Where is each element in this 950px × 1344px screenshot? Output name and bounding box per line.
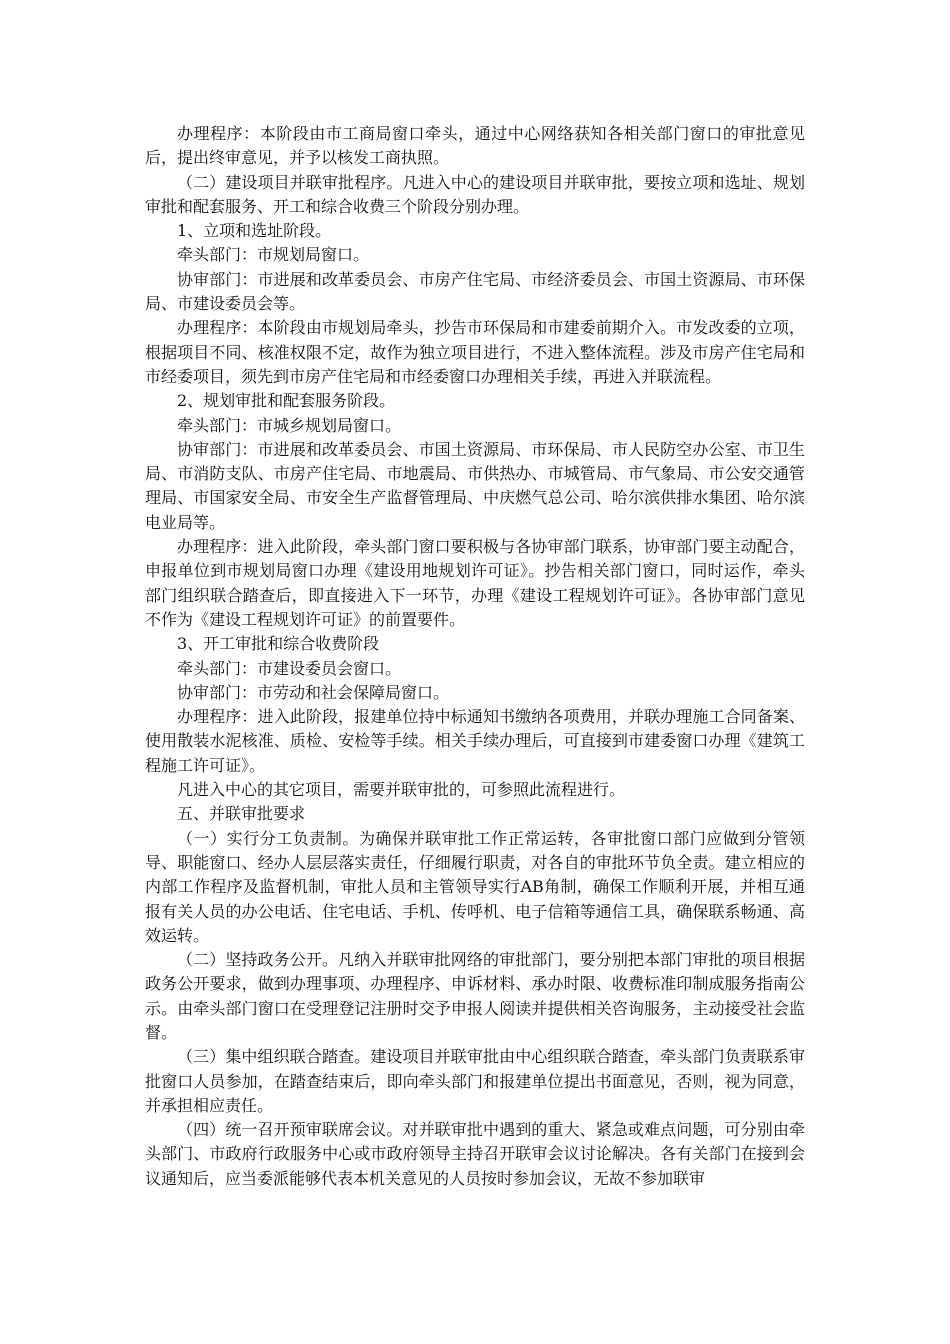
paragraph-6: 办理程序：本阶段由市规划局牵头，抄告市环保局和市建委前期介入。市发改委的立项，根据项目不同、核准权限不定，故作为独立项目进行，不进入整体流程。涉及市房产住宅局和市经委项目，须先到市房产住宅局和市经委窗口办理相关手续，再进入并联流程。 — [145, 318, 805, 386]
paragraph-8: 牵头部门：市城乡规划局窗口。 — [177, 415, 402, 435]
paragraph-2: （二）建设项目并联审批程序。凡进入中心的建设项目并联审批，要按立项和选址、规划审批和配套服务、开工和综合收费三个阶段分别办理。 — [145, 172, 805, 216]
section-heading-1: 1、立项和选址阶段。 — [177, 221, 332, 241]
paragraph-9: 协审部门：市进展和改革委员会、市国土资源局、市环保局、市人民防空办公室、市卫生局、市消防支队、市房产住宅局、市地震局、市供热办、市城管局、市气象局、市公安交通管理局、市国家安全局、市安全生产监督管理局、中庆燃气总公司、哈尔滨供排水集团、哈尔滨电业局等。 — [145, 439, 805, 532]
document-page — [145, 122, 805, 1191]
paragraph-1: 办理程序：本阶段由市工商局窗口牵头，通过中心网络获知各相关部门窗口的审批意见后，提出终审意见，并予以核发工商执照。 — [145, 124, 805, 168]
section-heading-2: 2、规划审批和配套服务阶段。 — [177, 391, 396, 411]
section-heading-3: 3、开工审批和综合收费阶段 — [177, 634, 380, 654]
paragraph-4: 牵头部门：市规划局窗口。 — [177, 245, 370, 265]
paragraph-15: 凡进入中心的其它项目，需要并联审批的，可参照此流程进行。 — [177, 780, 626, 800]
paragraph-18: （二）坚持政务公开。凡纳入并联审批网络的审批部门，要分别把本部门审批的项目根据政务公开要求，做到办理事项、办理程序、申诉材料、承办时限、收费标准印制成服务指南公示。由牵头部门窗口在受理登记注册时交予申报人阅读并提供相关咨询服务，主动接受社会监督。 — [145, 950, 805, 1042]
section-heading-5: 五、并联审批要求 — [177, 804, 306, 824]
paragraph-5: 协审部门：市进展和改革委员会、市房产住宅局、市经济委员会、市国土资源局、市环保局、市建设委员会等。 — [145, 269, 805, 314]
paragraph-13: 协审部门：市劳动和社会保障局窗口。 — [177, 682, 450, 702]
paragraph-19: （三）集中组织联合踏查。建设项目并联审批由中心组织联合踏查，牵头部门负责联系审批窗口人员参加，在踏查结束后，即向牵头部门和报建单位提出书面意见，否则，视为同意，并承担相应责任。 — [145, 1047, 805, 1115]
paragraph-17: （一）实行分工负责制。为确保并联审批工作正常运转，各审批窗口部门应做到分管领导、职能窗口、经办人层层落实责任，仔细履行职责，对各自的审批环节负全责。建立相应的内部工作程序及监督机制，审批人员和主管领导实行AB角制，确保工作顺利开展，并相互通报有关人员的办公电话、住宅电话、手机、传呼机、电子信箱等通信工具，确保联系畅通、高效运转。 — [145, 828, 805, 945]
paragraph-10: 办理程序：进入此阶段，牵头部门窗口要积极与各协审部门联系，协审部门要主动配合，申报单位到市规划局窗口办理《建设用地规划许可证》。抄告相关部门窗口，同时运作，牵头部门组织联合踏查后，即直接进入下一环节，办理《建设工程规划许可证》。各协审部门意见不作为《建设工程规划许可证》的前置要件。 — [145, 537, 805, 629]
paragraph-20: （四）统一召开预审联席会议。对并联审批中遇到的重大、紧急或难点问题，可分别由牵头部门、市政府行政服务中心或市政府领导主持召开联审会议讨论解决。各有关部门在接到会议通知后，应当委派能够代表本机关意见的人员按时参加会议，无故不参加联审 — [145, 1120, 805, 1188]
paragraph-14: 办理程序：进入此阶段，报建单位持中标通知书缴纳各项费用，并联办理施工合同备案、使用散装水泥核准、质检、安检等手续。相关手续办理后，可直接到市建委窗口办理《建筑工程施工许可证》。 — [145, 707, 805, 775]
paragraph-12: 牵头部门：市建设委员会窗口。 — [177, 658, 402, 678]
